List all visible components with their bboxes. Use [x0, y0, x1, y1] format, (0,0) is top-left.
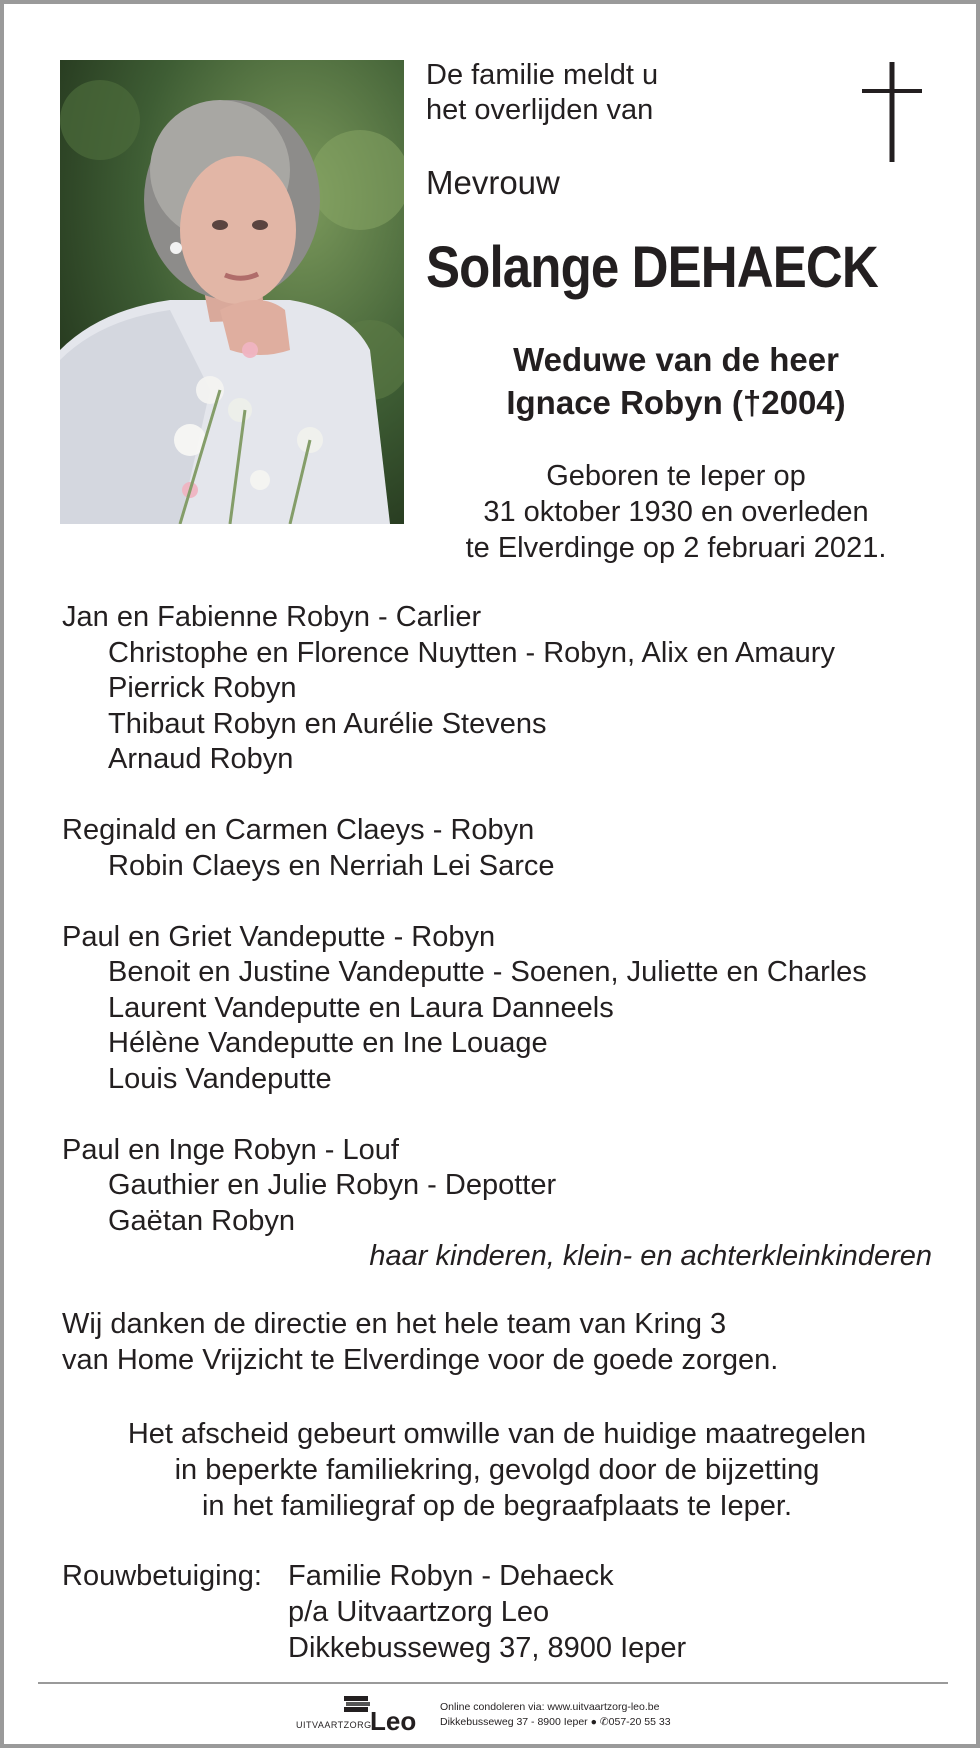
widow-line: Ignace Robyn (†2004) [506, 384, 846, 421]
cross-icon [862, 62, 922, 162]
intro-line: het overlijden van [426, 94, 654, 126]
footer-contact [440, 1700, 671, 1730]
intro-line: De familie meldt u [426, 59, 659, 91]
portrait-illustration [60, 60, 404, 524]
family-member: Hélène Vandeputte en Ine Louage [108, 1027, 548, 1059]
family-member: Arnaud Robyn [108, 743, 294, 775]
family-member: Louis Vandeputte [108, 1062, 332, 1095]
footer-address-line: Dikkebusseweg 37 - 8900 Ieper ● ✆057-20 55 33 [440, 1716, 671, 1728]
farewell-line: Het afscheid gebeurt omwille van de huidige maatregelen [127, 1418, 867, 1450]
family-member: Laurent Vandeputte en Laura Danneels [108, 991, 614, 1024]
family-member: Pierrick Robyn [108, 672, 297, 704]
birth-line: Geboren te Ieper op [546, 460, 806, 492]
family-head: Paul en Inge Robyn - Louf [62, 1133, 399, 1166]
family-list [62, 600, 932, 1275]
family-member: Christophe en Florence Nuytten - Robyn, Alix en Amaury [108, 636, 835, 669]
condolence-label: Rouwbetuiging: [62, 1560, 262, 1592]
funeral-home-logo [296, 1694, 424, 1738]
birth-death-info [426, 458, 926, 566]
family-member: Thibaut Robyn en Aurélie Stevens [108, 707, 547, 740]
family-signoff: haar kinderen, klein- en achterkleinkinderen [369, 1240, 932, 1272]
condolence-line: p/a Uitvaartzorg Leo [288, 1596, 550, 1628]
family-member: Robin Claeys en Nerriah Lei Sarce [108, 849, 555, 882]
footer-online-line: Online condoleren via: www.uitvaartzorg-leo.be [440, 1701, 660, 1713]
farewell-line: in beperkte familiekring, gevolgd door de bijzetting [174, 1454, 820, 1486]
thanks-text [62, 1306, 778, 1378]
logo-big-text: Leo [370, 1706, 417, 1736]
condolence-address [62, 1558, 686, 1666]
birth-line: te Elverdinge op 2 februari 2021. [465, 532, 887, 564]
thanks-line: Wij danken de directie en het hele team van Kring 3 [62, 1308, 727, 1340]
family-head: Jan en Fabienne Robyn - Carlier [62, 601, 482, 633]
footer-divider [38, 1682, 948, 1684]
widow-of [426, 338, 926, 424]
farewell-text [62, 1416, 932, 1524]
farewell-line: in het familiegraf op de begraafplaats te Ieper. [201, 1490, 793, 1522]
thanks-line: van Home Vrijzicht te Elverdinge voor de goede zorgen. [62, 1344, 779, 1376]
widow-line: Weduwe van de heer [513, 341, 839, 378]
family-head: Paul en Griet Vandeputte - Robyn [62, 920, 496, 953]
condolence-line: Dikkebusseweg 37, 8900 Ieper [288, 1632, 687, 1664]
birth-line: 31 oktober 1930 en overleden [483, 496, 869, 528]
logo-small-text: UITVAARTZORG [296, 1720, 372, 1730]
logo-mark-icon [344, 1696, 370, 1712]
intro-text [426, 58, 658, 128]
family-member: Gauthier en Julie Robyn - Depotter [108, 1169, 557, 1201]
family-head: Reginald en Carmen Claeys - Robyn [62, 814, 535, 846]
family-member: Gaëtan Robyn [108, 1204, 296, 1237]
honorific: Mevrouw [426, 164, 560, 201]
portrait-photo [60, 60, 404, 524]
condolence-line: Familie Robyn - Dehaeck [288, 1560, 614, 1592]
family-member: Benoit en Justine Vandeputte - Soenen, Juliette en Charles [108, 956, 867, 988]
deceased-name: Solange DEHAECK [426, 235, 878, 300]
